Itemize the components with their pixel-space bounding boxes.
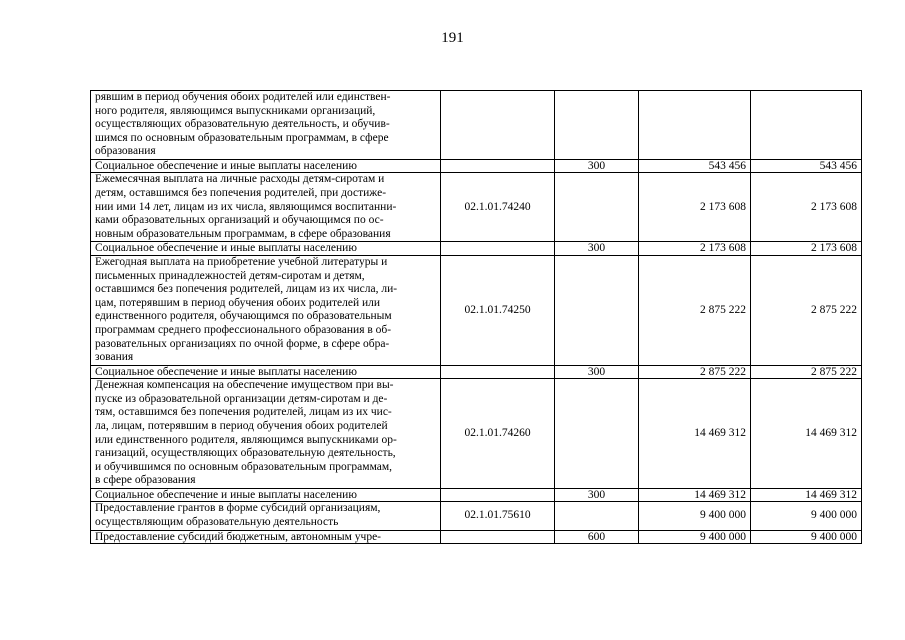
table-row bbox=[91, 242, 862, 256]
row-amount-2: 9 400 000 bbox=[751, 530, 862, 544]
row-amount-2: 2 173 608 bbox=[751, 242, 862, 256]
row-amount-1: 2 173 608 bbox=[639, 173, 751, 242]
row-description: Предоставление грантов в форме субсидий организациям, осуществляющим образовательную деятельность bbox=[91, 502, 441, 530]
row-code bbox=[441, 365, 555, 379]
page-number: 191 bbox=[441, 30, 464, 46]
row-expense-type: 300 bbox=[555, 365, 639, 379]
row-code bbox=[441, 91, 555, 160]
row-description: Предоставление субсидий бюджетным, автономным учре- bbox=[91, 530, 441, 544]
row-amount-1: 9 400 000 bbox=[639, 502, 751, 530]
row-expense-type: 300 bbox=[555, 242, 639, 256]
table-row bbox=[91, 488, 862, 502]
table-row bbox=[91, 173, 862, 242]
row-amount-1: 543 456 bbox=[639, 159, 751, 173]
table-row bbox=[91, 159, 862, 173]
table-body bbox=[91, 91, 862, 544]
row-amount-2: 14 469 312 bbox=[751, 488, 862, 502]
row-amount-1: 2 875 222 bbox=[639, 365, 751, 379]
row-expense-type: 300 bbox=[555, 159, 639, 173]
row-amount-1: 9 400 000 bbox=[639, 530, 751, 544]
row-expense-type: 600 bbox=[555, 530, 639, 544]
row-amount-1 bbox=[639, 91, 751, 160]
table-row bbox=[91, 502, 862, 530]
row-code bbox=[441, 159, 555, 173]
row-expense-type bbox=[555, 379, 639, 489]
table-row bbox=[91, 255, 862, 365]
row-code: 02.1.01.74250 bbox=[441, 255, 555, 365]
row-expense-type bbox=[555, 502, 639, 530]
row-expense-type bbox=[555, 173, 639, 242]
budget-table bbox=[90, 90, 862, 544]
row-description: Социальное обеспечение и иные выплаты населению bbox=[91, 242, 441, 256]
row-description: Социальное обеспечение и иные выплаты населению bbox=[91, 365, 441, 379]
row-code bbox=[441, 488, 555, 502]
row-expense-type bbox=[555, 255, 639, 365]
row-description: Социальное обеспечение и иные выплаты населению bbox=[91, 488, 441, 502]
table-row bbox=[91, 379, 862, 489]
row-description: Социальное обеспечение и иные выплаты населению bbox=[91, 159, 441, 173]
row-amount-2: 9 400 000 bbox=[751, 502, 862, 530]
row-description: рявшим в период обучения обоих родителей или единствен- ного родителя, являющимся выпускниками организаций, осуществляющих образовательную деятельность, и обучив- шимся по основным образовательным программам, в сфере образования bbox=[91, 91, 441, 160]
row-description: Денежная компенсация на обеспечение имуществом при вы- пуске из образовательной организации детям-сиротам и де- тям, оставшимся без попечения родителей, лицам из их чис- ла, лицам, потерявшим в период обучения обоих родителей или единственного родителя, являющимся выпускниками ор- ганизаций, осуществляющих образовательную деятельность, и обучившимся по основным образовательным программам, в сфере образования bbox=[91, 379, 441, 489]
row-amount-2: 2 875 222 bbox=[751, 255, 862, 365]
row-amount-2: 543 456 bbox=[751, 159, 862, 173]
table-row bbox=[91, 365, 862, 379]
row-amount-2 bbox=[751, 91, 862, 160]
row-amount-1: 14 469 312 bbox=[639, 488, 751, 502]
row-code bbox=[441, 530, 555, 544]
row-code: 02.1.01.75610 bbox=[441, 502, 555, 530]
row-amount-2: 14 469 312 bbox=[751, 379, 862, 489]
row-code bbox=[441, 242, 555, 256]
row-description: Ежегодная выплата на приобретение учебной литературы и письменных принадлежностей детям-сиротам и детям, оставшимся без попечения родителей, лицам из их числа, ли- цам, потерявшим в период обучения обоих родителей или единственного родителя, обучающимся по образовательным программам среднего профессионального образования в об- разовательных организациях по очной форме, в сфере обра- зования bbox=[91, 255, 441, 365]
row-expense-type bbox=[555, 91, 639, 160]
table-row bbox=[91, 530, 862, 544]
row-code: 02.1.01.74260 bbox=[441, 379, 555, 489]
row-code: 02.1.01.74240 bbox=[441, 173, 555, 242]
row-description: Ежемесячная выплата на личные расходы детям-сиротам и детям, оставшимся без попечения родителей, при достиже- нии ими 14 лет, лицам из их числа, являющимся воспитанни- ками образовательных организаций и обучающимся по ос- новным образовательным программам, в сфере образования bbox=[91, 173, 441, 242]
row-expense-type: 300 bbox=[555, 488, 639, 502]
row-amount-2: 2 173 608 bbox=[751, 173, 862, 242]
row-amount-1: 14 469 312 bbox=[639, 379, 751, 489]
row-amount-1: 2 875 222 bbox=[639, 255, 751, 365]
row-amount-2: 2 875 222 bbox=[751, 365, 862, 379]
row-amount-1: 2 173 608 bbox=[639, 242, 751, 256]
table-row bbox=[91, 91, 862, 160]
